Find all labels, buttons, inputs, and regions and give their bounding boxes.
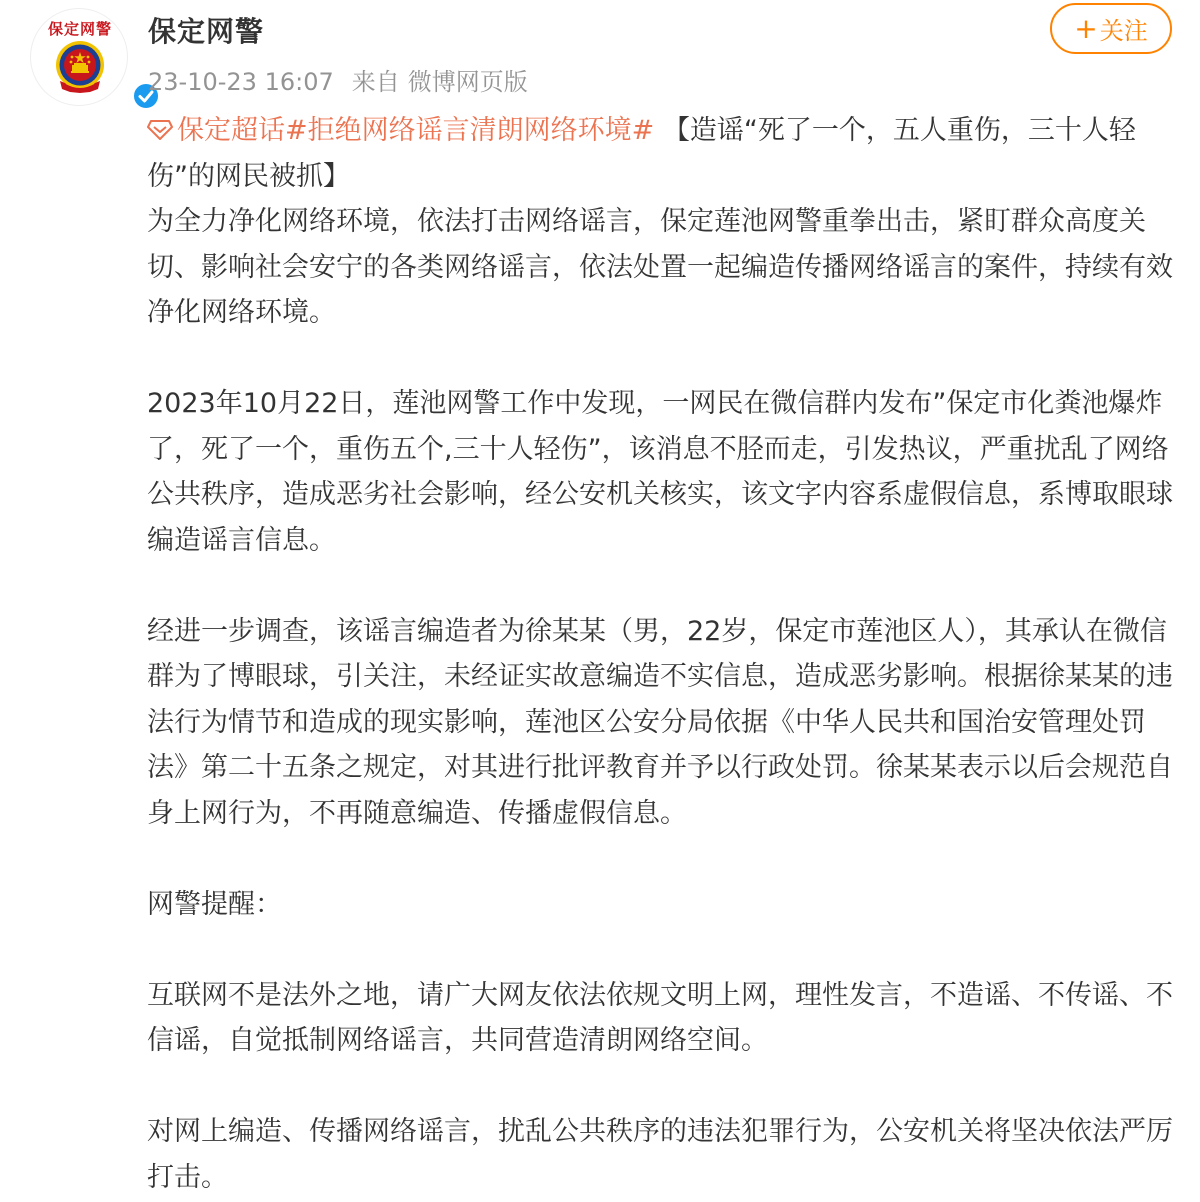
post-header: [0, 0, 1200, 100]
post-paragraph-reminder-title: 网警提醒：: [147, 888, 282, 920]
post-paragraph-investigation: 经进一步调查，该谣言编造者为徐某某（男，22岁，保定市莲池区人），其承认在微信群为了博眼球，引关注，未经证实故意编造不实信息，造成恶劣影响。根据徐某某的违法行为情节和造成的现实影响，莲池区公安分局依据《中华人民共和国治安管理处罚法》第二十五条之规定，对其进行批评教育并予以行政处罚。徐某某表示以后会规范自身上网行为，不再随意编造、传播虚假信息。: [147, 615, 1173, 829]
post-body: [147, 108, 1177, 1200]
post-paragraph-discovery: 2023年10月22日，莲池网警工作中发现，一网民在微信群内发布”保定市化粪池爆炸了，死了一个，重伤五个,三十人轻伤”，该消息不胫而走，引发热议，严重扰乱了网络公共秩序，造成恶劣社会影响，经公安机关核实，该文字内容系虚假信息，系博取眼球编造谣言信息。: [147, 388, 1173, 556]
avatar[interactable]: [30, 8, 128, 106]
post-paragraph-warning: 对网上编造、传播网络谣言，扰乱公共秩序的违法犯罪行为，公安机关将坚决依法严厉打击。: [147, 1116, 1173, 1193]
post-headline: 【造谣“死了一个，五人重伤，三十人轻伤”的网民被抓】: [147, 115, 1136, 192]
post-source-label: 来自: [351, 68, 400, 96]
hashtag-link[interactable]: #拒绝网络谣言清朗网络环境#: [285, 115, 655, 146]
post-timestamp[interactable]: 23-10-23 16:07: [148, 68, 334, 96]
supertopic-link[interactable]: [147, 115, 285, 146]
avatar-text: 保定网警: [47, 20, 112, 38]
follow-button[interactable]: [1050, 3, 1172, 54]
plus-icon: +: [1074, 11, 1098, 45]
post-meta: [148, 62, 528, 97]
supertopic-diamond-icon: [147, 119, 173, 141]
post-source: 微博网页版: [407, 68, 528, 96]
post-paragraph-reminder: 互联网不是法外之地，请广大网友依法依规文明上网，理性发言，不造谣、不传谣、不信谣，自觉抵制网络谣言，共同营造清朗网络空间。: [147, 979, 1173, 1056]
author-name[interactable]: 保定网警: [148, 15, 265, 48]
supertopic-label: 保定超话: [177, 115, 285, 146]
post-paragraph-intro: 为全力净化网络环境，依法打击网络谣言，保定莲池网警重拳出击，紧盯群众高度关切、影响社会安宁的各类网络谣言，依法处置一起编造传播网络谣言的案件，持续有效净化网络环境。: [147, 206, 1173, 328]
follow-button-label: 关注: [1099, 17, 1148, 45]
post-headline-line: [147, 108, 1177, 199]
police-emblem-icon: [52, 39, 108, 97]
